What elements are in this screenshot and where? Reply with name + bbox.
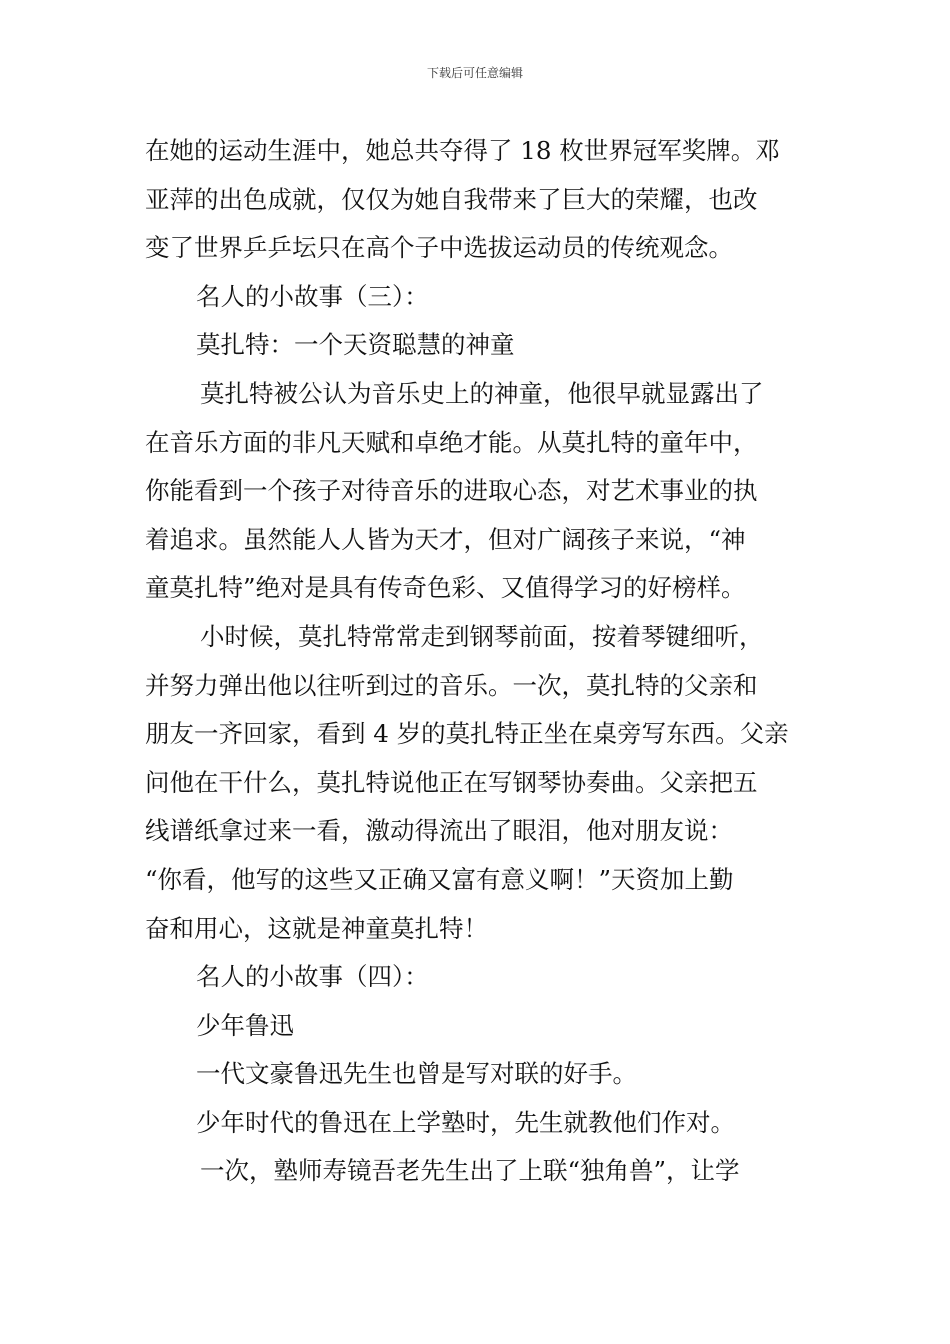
document-body [145, 127, 807, 1196]
paragraph-line: 变了世界乒乒坛只在高个子中选拔运动员的传统观念。 [145, 233, 733, 263]
paragraph-line: 朋友一齐回家，看到 4 岁的莫扎特正坐在桌旁写东西。父亲 [145, 719, 789, 749]
page-header: 下载后可任意编辑 [426, 66, 523, 80]
paragraph-line: “你看，他写的这些又正确又富有意义啊！”天资加上勤 [145, 864, 734, 894]
paragraph-line: 问他在干什么，莫扎特说他正在写钢琴协奏曲。父亲把五 [145, 767, 758, 797]
paragraph-line: 莫扎特被公认为音乐史上的神童，他很早就显露出了 [200, 378, 764, 408]
paragraph-line: 一代文豪鲁迅先生也曾是写对联的好手。 [196, 1059, 637, 1089]
paragraph-line: 小时候，莫扎特常常走到钢琴前面，按着琴键细听， [200, 621, 764, 651]
paragraph-line: 着追求。虽然能人人皆为天才，但对广阔孩子来说，“神 [145, 524, 746, 554]
paragraph-line: 少年时代的鲁迅在上学塾时，先生就教他们作对。 [196, 1107, 735, 1137]
story-title: 莫扎特：一个天资聪慧的神童 [196, 330, 515, 360]
paragraph-line: 在她的运动生涯中，她总共夺得了 18 枚世界冠军奖牌。邓 [145, 136, 780, 165]
paragraph-line: 你能看到一个孩子对待音乐的进取心态，对艺术事业的执 [145, 476, 758, 506]
section-heading: 名人的小故事（四）： [196, 962, 429, 992]
paragraph-line: 在音乐方面的非凡天赋和卓绝才能。从莫扎特的童年中， [145, 427, 758, 457]
paragraph-line: 线谱纸拿过来一看，激动得流出了眼泪，他对朋友说： [145, 816, 733, 846]
paragraph-line: 亚萍的出色成就，仅仅为她自我带来了巨大的荣耀，也改 [145, 184, 758, 214]
paragraph-line: 一次，塾师寿镜吾老先生出了上联“独角兽”，让学 [200, 1156, 740, 1186]
paragraph-line: 奋和用心，这就是神童莫扎特！ [145, 913, 488, 943]
paragraph-line: 童莫扎特”绝对是具有传奇色彩、又值得学习的好榜样。 [145, 573, 746, 603]
story-title: 少年鲁迅 [196, 1010, 294, 1040]
paragraph-line: 并努力弹出他以往听到过的音乐。一次，莫扎特的父亲和 [145, 670, 758, 700]
section-heading: 名人的小故事（三）： [196, 281, 429, 311]
